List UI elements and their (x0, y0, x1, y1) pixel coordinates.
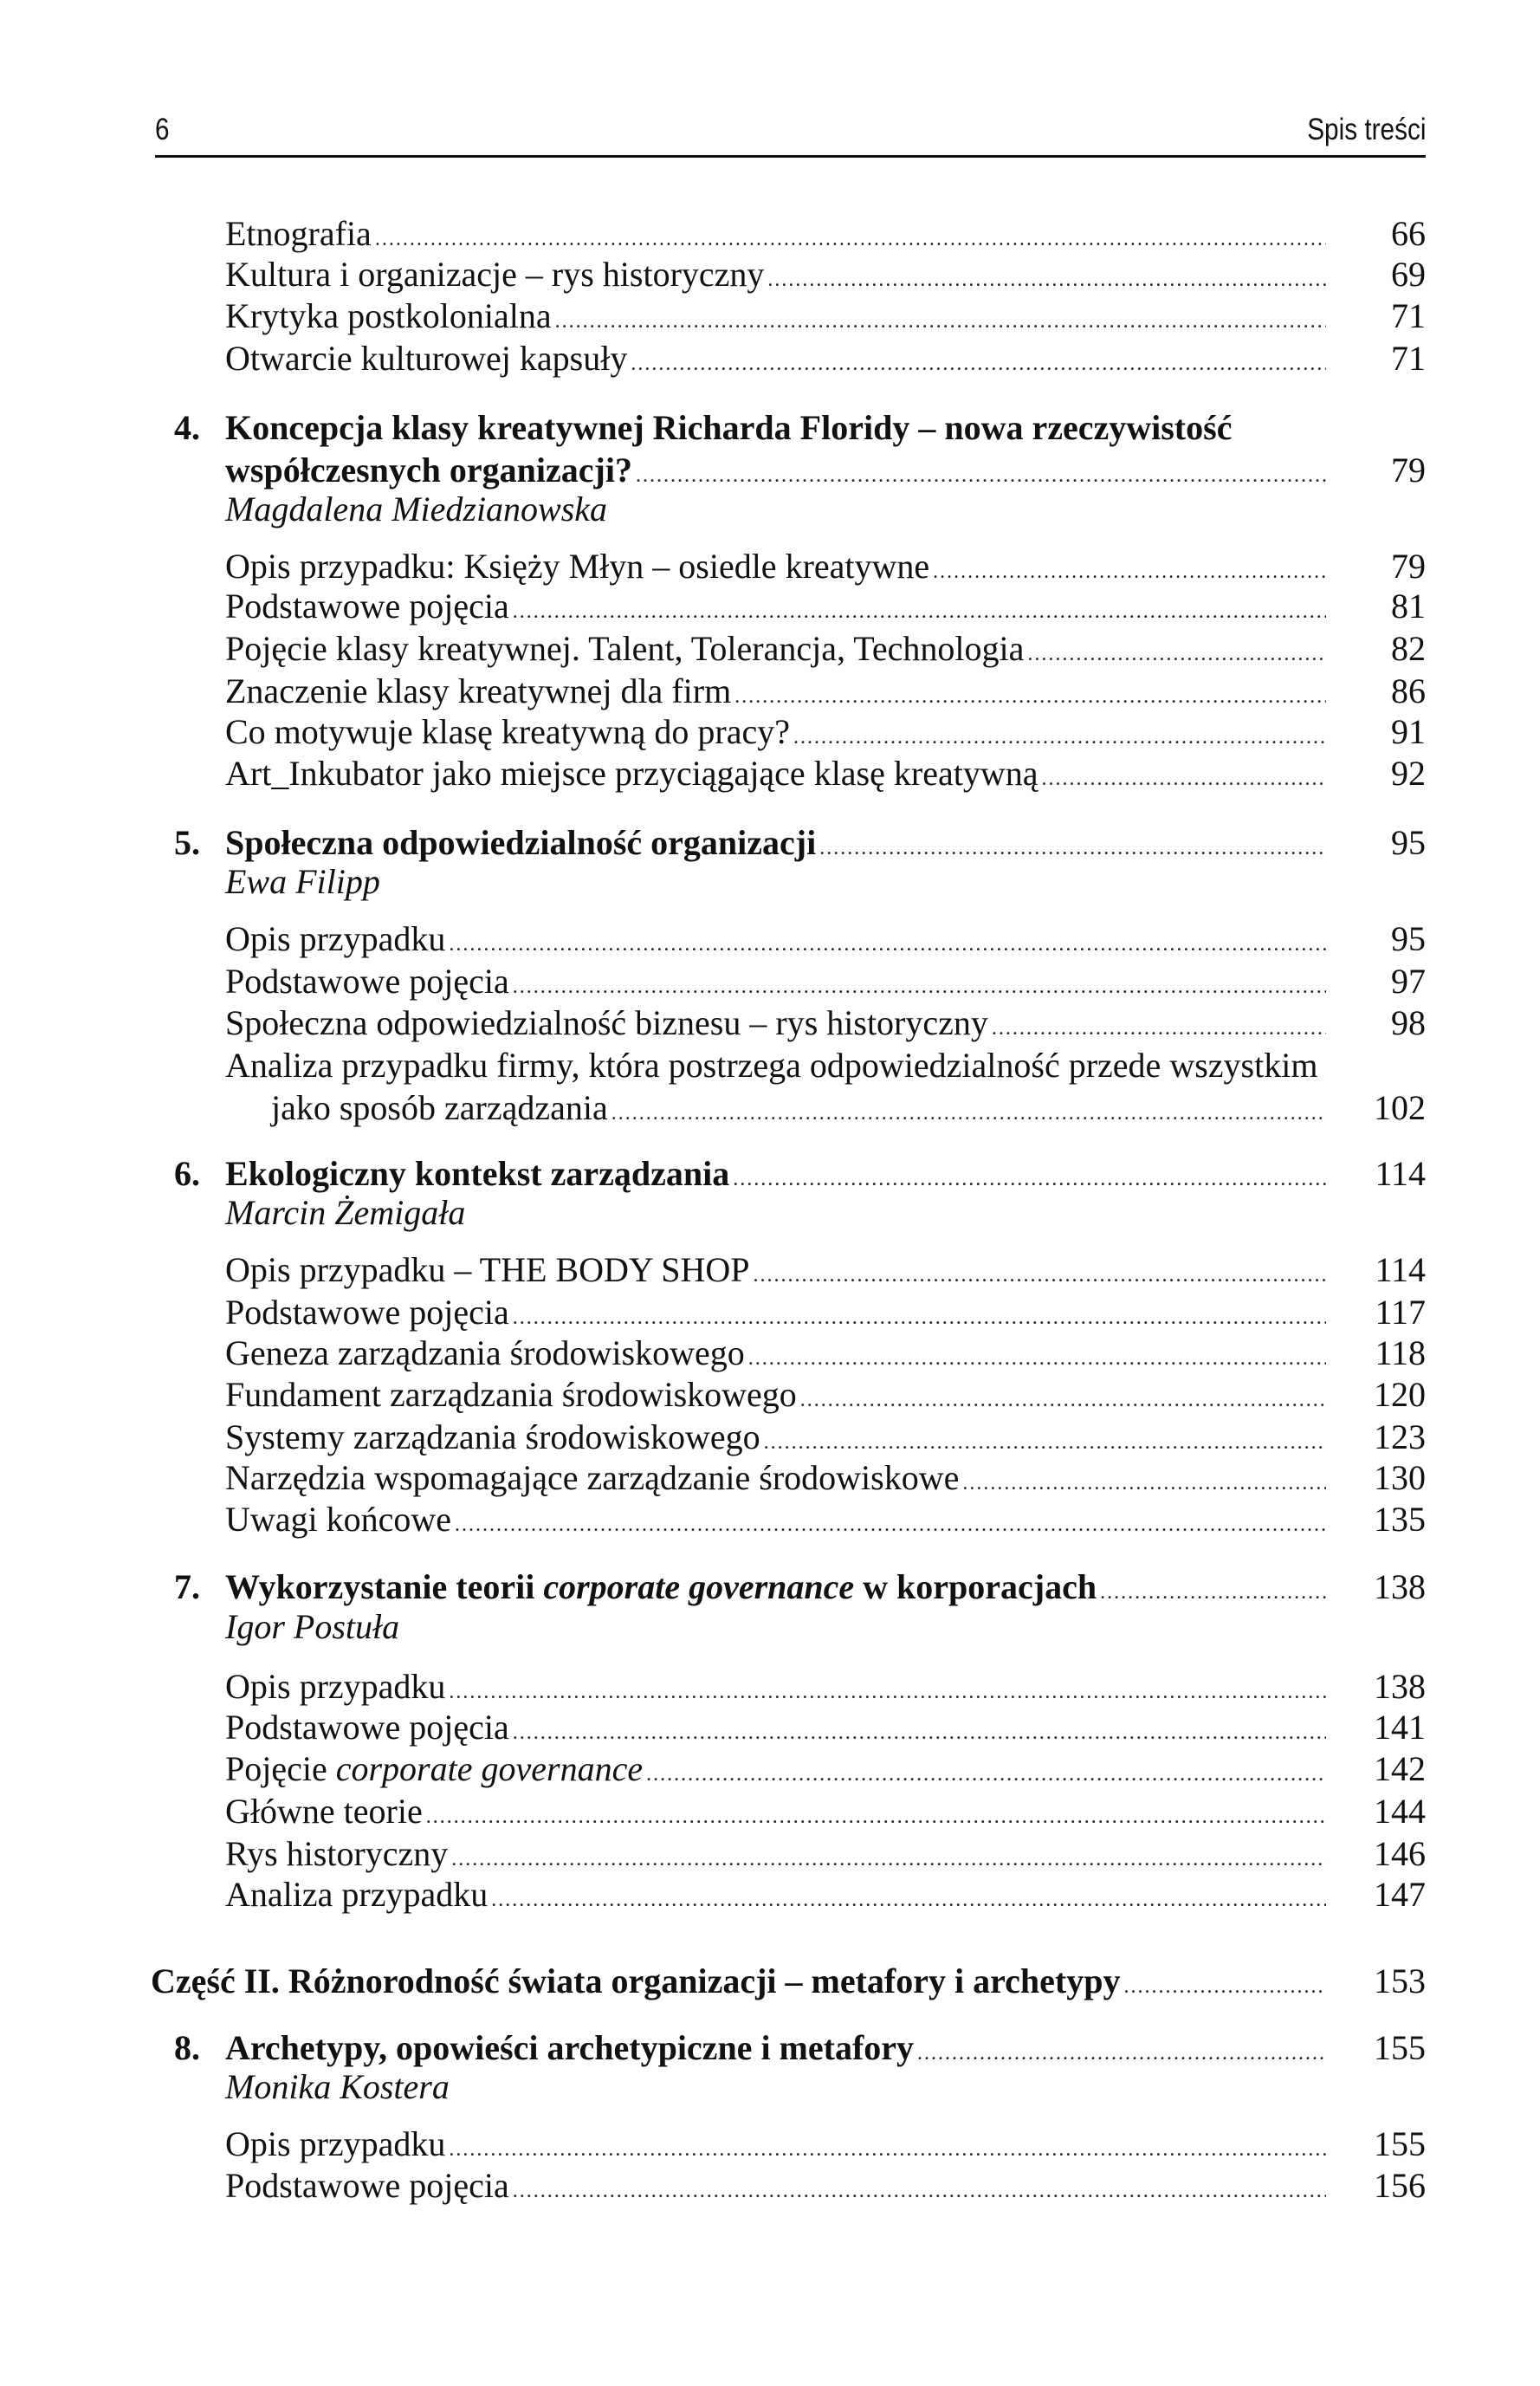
entry-title-text: Marcin Żemigała (225, 1193, 466, 1232)
dot-leader (1123, 1966, 1326, 2007)
toc-chapter-entry (0, 822, 1540, 864)
entry-title (225, 1707, 509, 1748)
page-ref: 82 (1391, 629, 1426, 668)
page-ref: 153 (1374, 1961, 1426, 2000)
page-ref: 141 (1374, 1708, 1426, 1747)
page-ref: 120 (1374, 1375, 1426, 1414)
entry-title (225, 1874, 488, 1916)
chapter-number: 7. (174, 1567, 200, 1606)
toc-entry (0, 1833, 1540, 1875)
page-ref: 155 (1374, 2124, 1426, 2163)
toc-author (0, 861, 1540, 903)
toc-chapter-entry (0, 1153, 1540, 1195)
entry-title-text: Pojęcie klasy kreatywnej. Talent, Tolerancja, Technologia (225, 629, 1025, 668)
dot-leader (631, 343, 1326, 385)
entry-title-text: Opis przypadku – THE BODY SHOP (225, 1250, 750, 1289)
toc-entry (0, 213, 1540, 255)
page-ref: 81 (1391, 587, 1426, 626)
dot-leader (793, 716, 1326, 758)
page-ref: 114 (1375, 1250, 1426, 1289)
entry-title (225, 1666, 445, 1708)
entry-title-text: Rys historyczny (225, 1834, 449, 1873)
entry-title-text: Opis przypadku (225, 2124, 446, 2163)
entry-title (225, 711, 790, 753)
entry-title (225, 1457, 959, 1499)
toc-chapter-entry (0, 1961, 1540, 2002)
entry-title-text: Geneza zarządzania środowiskowego (225, 1333, 745, 1372)
entry-title (225, 1791, 423, 1832)
page-ref: 146 (1374, 1834, 1426, 1873)
entry-title-text: Podstawowe pojęcia (225, 587, 509, 626)
entry-title (271, 1087, 608, 1129)
entry-title (225, 1499, 451, 1540)
toc-entry (0, 338, 1540, 379)
page-ref: 69 (1391, 255, 1426, 294)
page-ref: 98 (1391, 1003, 1426, 1042)
toc-entry (0, 1292, 1540, 1333)
entry-title-text: Uwagi końcowe (225, 1500, 452, 1539)
toc-entry (0, 546, 1540, 587)
entry-title (225, 822, 816, 864)
entry-title (225, 2027, 914, 2069)
entry-title-text: Ewa Filipp (225, 862, 380, 901)
entry-title-text: Podstawowe pojęcia (225, 1293, 509, 1332)
entry-title (225, 338, 627, 379)
dot-leader (767, 259, 1326, 301)
entry-title (225, 2165, 509, 2207)
dot-leader (513, 2170, 1326, 2212)
toc-author (0, 1606, 1540, 1648)
dot-leader (513, 591, 1326, 632)
toc-chapter-entry (0, 2027, 1540, 2069)
entry-title-text: Podstawowe pojęcia (225, 1708, 509, 1747)
page-ref: 91 (1391, 712, 1426, 751)
toc-entry (0, 1707, 1540, 1748)
toc-entry (0, 450, 1540, 491)
page-ref: 79 (1391, 547, 1426, 586)
chapter-number: 6. (174, 1154, 200, 1193)
entry-title-text: Wykorzystanie teorii (225, 1567, 544, 1606)
entry-title-text: Magdalena Miedzianowska (225, 490, 608, 528)
dot-leader (491, 1879, 1326, 1921)
entry-title (225, 2066, 450, 2108)
entry-title (225, 671, 731, 712)
entry-title-text: corporate governance (543, 1567, 855, 1606)
page-ref: 79 (1391, 451, 1426, 490)
dot-leader (646, 1754, 1326, 1795)
page-ref: 114 (1375, 1154, 1426, 1193)
entry-title (225, 1374, 797, 1416)
dot-leader (1041, 758, 1326, 800)
running-title: Spis treści (1306, 113, 1426, 146)
entry-title (225, 918, 445, 960)
chapter-number: 5. (174, 823, 200, 862)
dot-leader (513, 1712, 1326, 1754)
page-ref: 142 (1374, 1749, 1426, 1788)
entry-title-text: Otwarcie kulturowej kapsuły (225, 339, 628, 378)
entry-title-text: Krytyka postkolonialna (225, 296, 552, 335)
page-ref: 147 (1374, 1875, 1426, 1914)
toc-author (0, 489, 1540, 530)
entry-title-text: Fundament zarządzania środowiskowego (225, 1375, 797, 1414)
entry-title (225, 1192, 465, 1234)
toc-entry (0, 1002, 1540, 1044)
entry-title-text: Co motywuje klasę kreatywną do pracy? (225, 712, 791, 751)
toc-author (0, 2066, 1540, 2108)
entry-title-text: Znaczenie klasy kreatywnej dla firm (225, 671, 732, 710)
entry-title (225, 861, 380, 903)
page-ref: 144 (1374, 1792, 1426, 1831)
toc-entry (0, 1087, 1540, 1129)
page-ref: 118 (1375, 1333, 1426, 1372)
entry-title-text: Art_Inkubator jako miejsce przyciągające klasę kreatywną (225, 754, 1039, 793)
header-rule (155, 155, 1426, 158)
entry-title (225, 1002, 988, 1044)
entry-title (225, 295, 552, 337)
toc-entry (0, 586, 1540, 627)
entry-title (225, 586, 509, 627)
page-ref: 86 (1391, 671, 1426, 710)
chapter-number: 8. (174, 2028, 200, 2067)
entry-title (225, 546, 929, 587)
toc-entry (0, 1374, 1540, 1416)
toc-entry (0, 918, 1540, 960)
toc-entry (0, 753, 1540, 794)
dot-leader (611, 1093, 1326, 1134)
entry-title-text: Systemy zarządzania środowiskowego (225, 1417, 760, 1456)
entry-title (225, 489, 607, 530)
dot-leader (1027, 633, 1326, 675)
entry-title-text: Opis przypadku (225, 919, 446, 958)
entry-title (225, 1332, 745, 1374)
entry-title-text: Etnografia (225, 214, 372, 253)
entry-title-text: corporate governance (335, 1749, 644, 1788)
page-ref: 102 (1374, 1088, 1426, 1127)
entry-title (225, 1153, 729, 1195)
dot-leader (555, 301, 1326, 342)
toc-entry (0, 1457, 1540, 1499)
entry-title (225, 1292, 509, 1333)
entry-title (225, 1833, 448, 1875)
dot-leader (449, 2129, 1326, 2170)
entry-title-text: Podstawowe pojęcia (225, 962, 509, 1001)
toc-entry (0, 1249, 1540, 1291)
page-ref: 71 (1391, 296, 1426, 335)
toc-chapter-entry (0, 407, 1540, 449)
toc-entry (0, 1045, 1540, 1086)
entry-title-text: Pojęcie (225, 1749, 336, 1788)
page-ref: 97 (1391, 962, 1426, 1001)
toc-entry (0, 1874, 1540, 1916)
dot-leader (455, 1504, 1326, 1546)
entry-title-text: Koncepcja klasy kreatywnej Richarda Floridy – nowa rzeczywistość (225, 408, 1233, 447)
toc-entry (0, 1417, 1540, 1458)
entry-title-text: Główne teorie (225, 1792, 423, 1831)
toc-entry (0, 1791, 1540, 1832)
entry-title-text: Igor Postuła (225, 1607, 400, 1646)
toc-entry (0, 295, 1540, 337)
entry-title-text: Społeczna odpowiedzialność organizacji (225, 823, 817, 862)
toc-entry (0, 671, 1540, 712)
toc-entry (0, 711, 1540, 753)
toc-entry (0, 1748, 1540, 1790)
entry-title (225, 753, 1038, 794)
page-ref: 155 (1374, 2028, 1426, 2067)
entry-title-text: w korporacjach (854, 1567, 1097, 1606)
entry-title-text: Analiza przypadku firmy, która postrzega odpowiedzialność przede wszystkim (225, 1046, 1318, 1085)
page-ref: 123 (1374, 1417, 1426, 1456)
page-ref: 138 (1374, 1567, 1426, 1606)
toc-author (0, 1192, 1540, 1234)
dot-leader (754, 1255, 1326, 1296)
toc-entry (0, 1666, 1540, 1708)
entry-title-text: Analiza przypadku (225, 1875, 489, 1914)
entry-title (225, 407, 1232, 449)
entry-title (225, 1606, 399, 1648)
page-ref: 138 (1374, 1667, 1426, 1706)
entry-title-text: Ekologiczny kontekst zarządzania (225, 1154, 730, 1193)
chapter-number: 4. (174, 408, 200, 447)
dot-leader (962, 1462, 1326, 1504)
entry-title (225, 1566, 1097, 1608)
entry-title-text: współczesnych organizacji? (225, 451, 632, 490)
dot-leader (748, 1338, 1326, 1379)
entry-title-text: Kultura i organizacje – rys historyczny (225, 255, 765, 294)
entry-title-text: Podstawowe pojęcia (225, 2166, 509, 2205)
entry-title (225, 450, 632, 491)
toc-entry (0, 2165, 1540, 2207)
dot-leader (992, 1008, 1326, 1049)
entry-title-text: jako sposób zarządzania (271, 1088, 608, 1127)
page-ref: 95 (1391, 823, 1426, 862)
page-number: 6 (155, 113, 170, 146)
page-ref: 66 (1391, 214, 1426, 253)
page-ref: 71 (1391, 339, 1426, 378)
dot-leader (449, 924, 1326, 965)
toc-entry (0, 961, 1540, 1002)
toc-entry (0, 2123, 1540, 2165)
page-ref: 130 (1374, 1458, 1426, 1497)
entry-title (225, 1417, 760, 1458)
dot-leader (426, 1796, 1326, 1838)
entry-title-text: Społeczna odpowiedzialność biznesu – rys historyczny (225, 1003, 988, 1042)
toc-entry (0, 254, 1540, 295)
entry-title-text: Narzędzia wspomagające zarządzanie środowiskowe (225, 1458, 960, 1497)
page-ref: 95 (1391, 919, 1426, 958)
dot-leader (800, 1379, 1326, 1421)
toc-entry (0, 1332, 1540, 1374)
entry-title-text: Część II. Różnorodność świata organizacji – metafory i archetypy (151, 1961, 1121, 2000)
entry-title (151, 1961, 1120, 2002)
toc-entry (0, 628, 1540, 670)
page-ref: 135 (1374, 1500, 1426, 1539)
entry-title (225, 254, 764, 295)
entry-title-text: Opis przypadku (225, 1667, 446, 1706)
page-ref: 117 (1375, 1293, 1426, 1332)
entry-title (225, 2123, 445, 2165)
page-ref: 156 (1374, 2166, 1426, 2205)
entry-title (225, 1748, 643, 1790)
entry-title (225, 628, 1024, 670)
dot-leader (513, 966, 1326, 1008)
entry-title-text: Archetypy, opowieści archetypiczne i metafory (225, 2028, 915, 2067)
page-ref: 92 (1391, 754, 1426, 793)
entry-title (225, 961, 509, 1002)
entry-title (225, 1249, 750, 1291)
toc-entry (0, 1499, 1540, 1540)
toc-chapter-entry (0, 1566, 1540, 1608)
entry-title-text: Monika Kostera (225, 2067, 450, 2106)
entry-title-text: Opis przypadku: Księży Młyn – osiedle kreatywne (225, 547, 930, 586)
entry-title (225, 1045, 1317, 1086)
entry-title (225, 213, 372, 255)
